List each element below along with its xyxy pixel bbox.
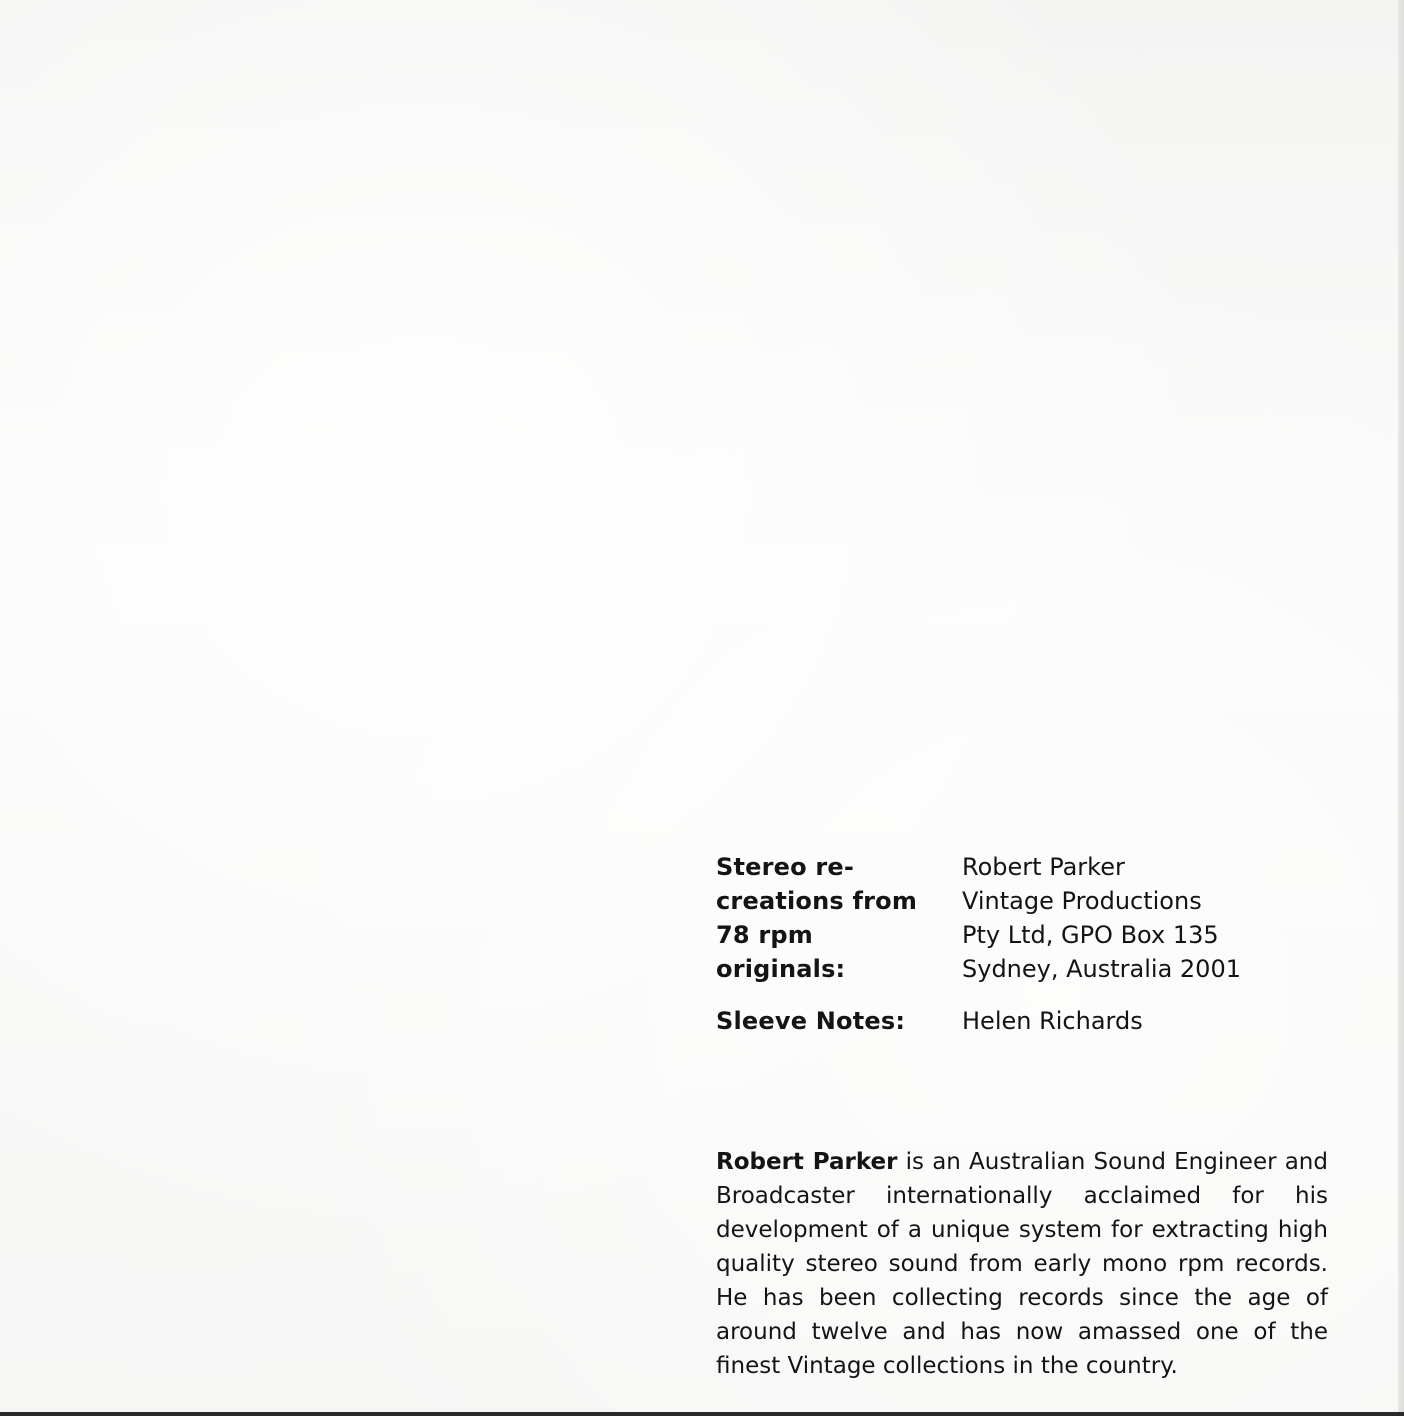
credit-value-sleeve-notes: Helen Richards [962,1007,1143,1035]
credits-block [716,850,1336,1038]
credit-value-line: Sydney, Australia 2001 [962,955,1241,983]
page-right-edge [1398,0,1404,1416]
credit-label-production [716,850,962,986]
bio-paragraph [716,1145,1328,1383]
credit-value-line: Vintage Productions [962,887,1202,915]
credit-value-production [962,850,1336,986]
credit-label-line: Stereo re- [716,853,855,881]
page-bottom-edge [0,1412,1404,1416]
bio-name: Robert Parker [716,1149,898,1175]
bio-text: is an Australian Sound Engineer and Broadcaster internationally acclaimed for his development of a unique system for extracting high quality stereo sound from early mono rpm records. He has been collecting records since the age of around twelve and has now amassed one of the finest Vintage collections in the country. [716,1149,1328,1379]
credit-value-line: Pty Ltd, GPO Box 135 [962,921,1219,949]
credit-label-line: 78 rpm [716,921,813,949]
credit-label-sleeve-notes: Sleeve Notes: [716,1007,906,1035]
credit-label-line: originals: [716,955,846,983]
credit-row-sleeve-notes [716,1004,1336,1038]
credit-value-line: Robert Parker [962,853,1125,881]
credit-label-line: creations from [716,887,918,915]
credit-row-production [716,850,1336,986]
